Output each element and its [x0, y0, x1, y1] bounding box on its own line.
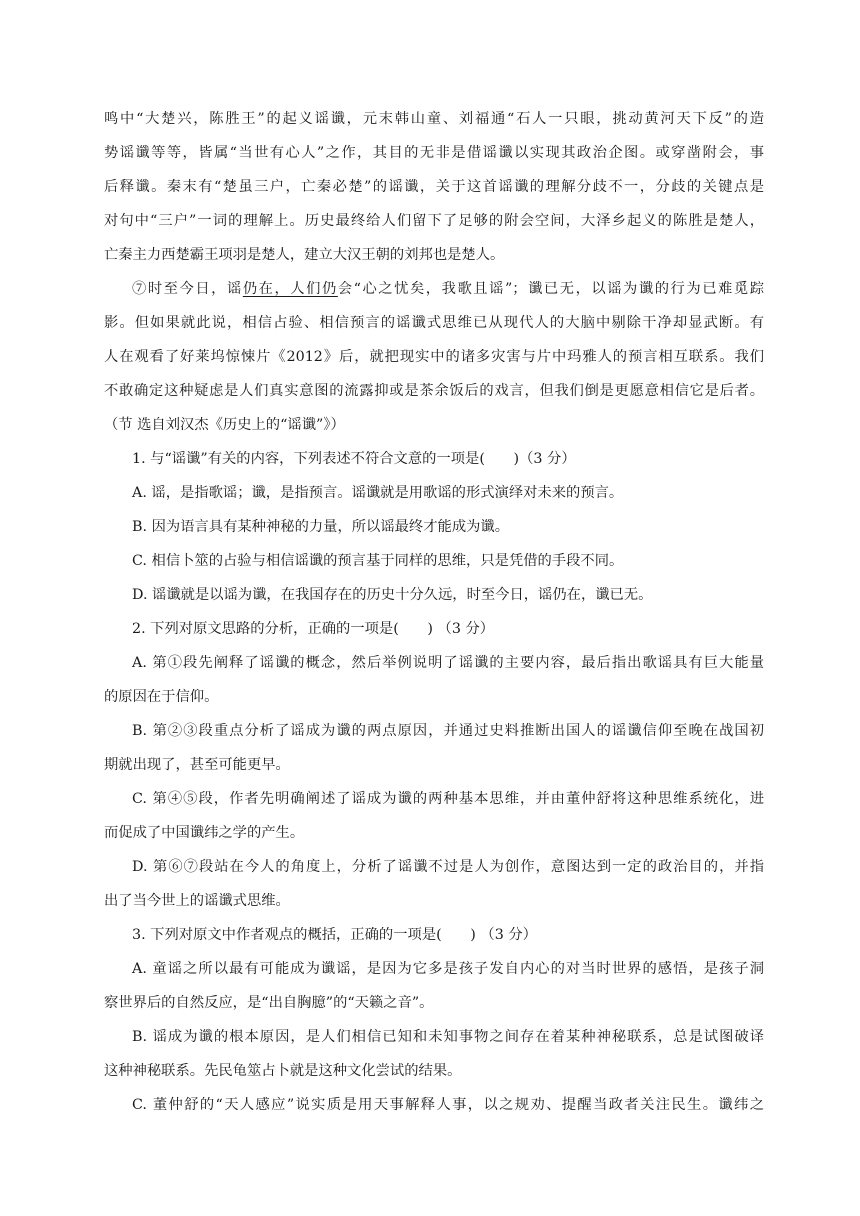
paragraph-6-line: 势谣谶等等，皆属“当世有心人”之作，其目的无非是借谣谶以实现其政治企图。或穿凿附会，事: [104, 145, 764, 161]
question-1-option-c: C. 相信卜筮的占验与相信谣谶的预言基于同样的思维，只是凭借的手段不同。: [132, 553, 624, 569]
question-1-option-b: B. 因为语言具有某种神秘的力量，所以谣最终才能成为谶。: [132, 519, 510, 535]
question-2-option-c: C. 第④⑤段，作者先明确阐述了谣成为谶的两种基本思维，并由董仲舒将这种思维系统化，进: [132, 791, 764, 807]
paragraph-6-line: 鸣中“大楚兴，陈胜王”的起义谣谶，元末韩山童、刘福通“石人一只眼，挑动黄河天下反”的造: [104, 111, 764, 127]
question-3-stem: 3. 下列对原文中作者观点的概括，正确的一项是( ) （3 分）: [132, 927, 537, 943]
question-3-option-b-cont: 这种神秘联系。先民龟筮占卜就是这种文化尝试的结果。: [104, 1063, 462, 1079]
paragraph-6-line: 后释谶。秦末有“楚虽三户，亡秦必楚”的谣谶，关于这首谣谶的理解分歧不一，分歧的关键点是: [104, 179, 764, 195]
paragraph-6-line: 亡秦主力西楚霸王项羽是楚人，建立大汉王朝的刘邦也是楚人。: [104, 247, 505, 263]
question-3-option-b: B. 谣成为谶的根本原因，是人们相信已知和未知事物之间存在着某种神秘联系，总是试图破译: [132, 1029, 764, 1045]
question-1-stem: 1. 与“谣谶”有关的内容，下列表述不符合文意的一项是( )（3 分）: [132, 451, 576, 467]
question-1-option-d: D. 谣谶就是以谣为谶，在我国存在的历史十分久远，时至今日，谣仍在，谶已无。: [132, 587, 653, 603]
question-2-stem: 2. 下列对原文思路的分析，正确的一项是( ) （3 分）: [132, 621, 495, 637]
question-3-option-c: C. 董仲舒的“天人感应”说实质是用天事解释人事，以之规劝、提醒当政者关注民生。谶纬之: [132, 1097, 764, 1113]
underlined-phrase: 仍在，人们仍: [242, 281, 338, 297]
paragraph-6-line: 对句中“三户”一词的理解上。历史最终给人们留下了足够的附会空间，大泽乡起义的陈胜是楚人，: [104, 213, 764, 229]
question-2-option-c-cont: 而促成了中国谶纬之学的产生。: [104, 825, 305, 841]
question-2-option-d-cont: 出了当今世上的谣谶式思维。: [104, 893, 290, 909]
question-2-option-b-cont: 期就出现了，甚至可能更早。: [104, 757, 290, 773]
paragraph-7-line: 影。但如果就此说，相信占验、相信预言的谣谶式思维已从现代人的大脑中剔除干净却显武断。有: [104, 315, 764, 331]
question-2-option-a: A. 第①段先阐释了谣谶的概念，然后举例说明了谣谶的主要内容，最后指出歌谣具有巨大能量: [132, 655, 764, 671]
question-1-option-a: A. 谣，是指歌谣；谶，是指预言。谣谶就是用歌谣的形式演绎对未来的预言。: [132, 485, 624, 501]
paragraph-7-line: 不敢确定这种疑虑是人们真实意图的流露抑或是茶余饭后的戏言，但我们倒是更愿意相信它是后者。: [104, 383, 764, 399]
paragraph-7-text: 会“心之忧矣，我歌且谣”；谶已无，以谣为谶的行为已难觅踪: [337, 281, 764, 297]
question-2-option-b: B. 第②③段重点分析了谣成为谶的两点原因，并通过史料推断出国人的谣谶信仰至晚在战国初: [132, 723, 764, 739]
question-2-option-d: D. 第⑥⑦段站在今人的角度上，分析了谣谶不过是人为创作，意图达到一定的政治目的，并指: [132, 859, 764, 875]
question-2-option-a-cont: 的原因在于信仰。: [104, 689, 219, 705]
paragraph-7-first-line: [132, 272, 764, 306]
source-citation: （节 选自刘汉杰《历史上的“谣谶”》）: [104, 417, 345, 433]
paragraph-7-text: ⑦时至今日，谣: [132, 281, 243, 297]
question-3-option-a-cont: 察世界后的自然反应，是“出自胸臆”的“天籁之音”。: [104, 995, 434, 1011]
paragraph-7-line: 人在观看了好莱坞惊悚片《2012》后，就把现实中的诸多灾害与片中玛雅人的预言相互联系。我们: [104, 349, 764, 365]
question-3-option-a: A. 童谣之所以最有可能成为谶谣，是因为它多是孩子发自内心的对当时世界的感悟，是孩子洞: [132, 961, 764, 977]
